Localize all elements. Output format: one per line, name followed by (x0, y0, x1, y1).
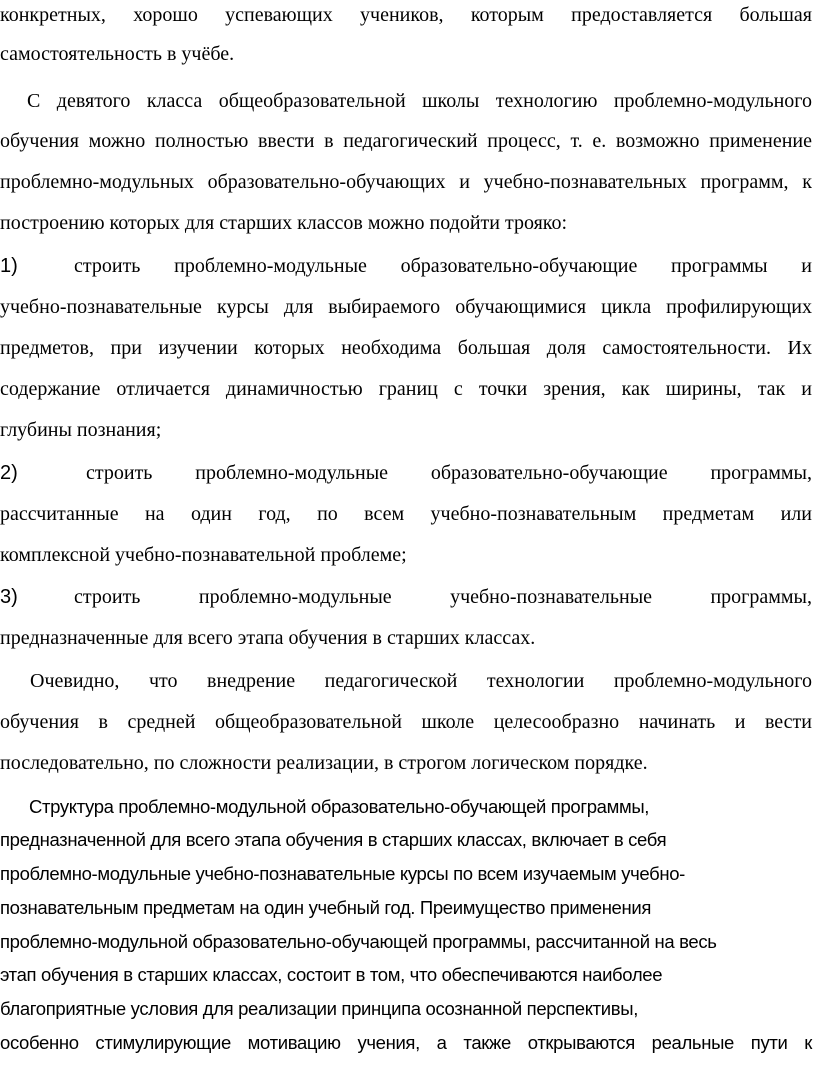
text-line: строить проблемно-модульные учебно-познавательные программы, (74, 586, 812, 608)
text-line: Структура проблемно-модульной образовательно-обучающей программы, (29, 796, 650, 817)
text-line: этап обучения в старших классах, состоит в том, что обеспечиваются наиболее (0, 964, 663, 985)
text-line: последовательно, по сложности реализации, в строгом логическом порядке. (0, 752, 648, 774)
text-line: познавательным предметам на один учебный год. Преимущество применения (0, 897, 652, 918)
text-line: строить проблемно-модульные образовательно-обучающие программы, (86, 462, 812, 484)
text-line: предназначенные для всего этапа обучения в старших классах. (0, 627, 536, 649)
text-line: построению которых для старших классов можно подойти трояко: (0, 212, 568, 234)
list-item-number: 3) (0, 586, 18, 608)
text-line: проблемно-модульной образовательно-обучающей программы, рассчитанной на весь (0, 931, 717, 952)
text-line: С девятого класса общеобразовательной школы технологию проблемно-модульного (27, 90, 812, 112)
text-line: проблемно-модульных образовательно-обучающих и учебно-познавательных программ, к (0, 171, 812, 193)
text-line: предназначенной для всего этапа обучения в старших классах, включает в себя (0, 829, 667, 850)
text-line: предметов, при изучении которых необходима большая доля самостоятельности. Их (0, 337, 812, 359)
text-line: благоприятные условия для реализации принципа осознанной перспективы, (0, 998, 638, 1019)
text-line: глубины познания; (0, 419, 162, 441)
text-line: обучения в средней общеобразовательной школе целесообразно начинать и вести (0, 711, 812, 733)
text-line: комплексной учебно-познавательной проблеме; (0, 544, 407, 566)
text-line: обучения можно полностью ввести в педагогический процесс, т. е. возможно применение (0, 130, 812, 152)
text-line: самостоятельность в учёбе. (0, 43, 235, 65)
text-line: рассчитанные на один год, по всем учебно-познавательным предметам или (0, 503, 812, 525)
text-line: конкретных, хорошо успевающих учеников, которым предоставляется большая (0, 4, 812, 26)
text-line: проблемно-модульные учебно-познавательные курсы по всем изучаемым учебно- (0, 863, 685, 884)
text-line: строить проблемно-модульные образовательно-обучающие программы и (74, 255, 812, 277)
text-line: Очевидно, что внедрение педагогической технологии проблемно-модульного (30, 670, 812, 692)
list-item-number: 1) (0, 255, 18, 277)
list-item-number: 2) (0, 462, 18, 484)
text-line: учебно-познавательные курсы для выбираемого обучающимися цикла профилирующих (0, 296, 812, 318)
text-line: содержание отличается динамичностью границ с точки зрения, как ширины, так и (0, 378, 812, 400)
text-line: особенно стимулирующие мотивацию учения, а также открываются реальные пути к (0, 1032, 812, 1053)
